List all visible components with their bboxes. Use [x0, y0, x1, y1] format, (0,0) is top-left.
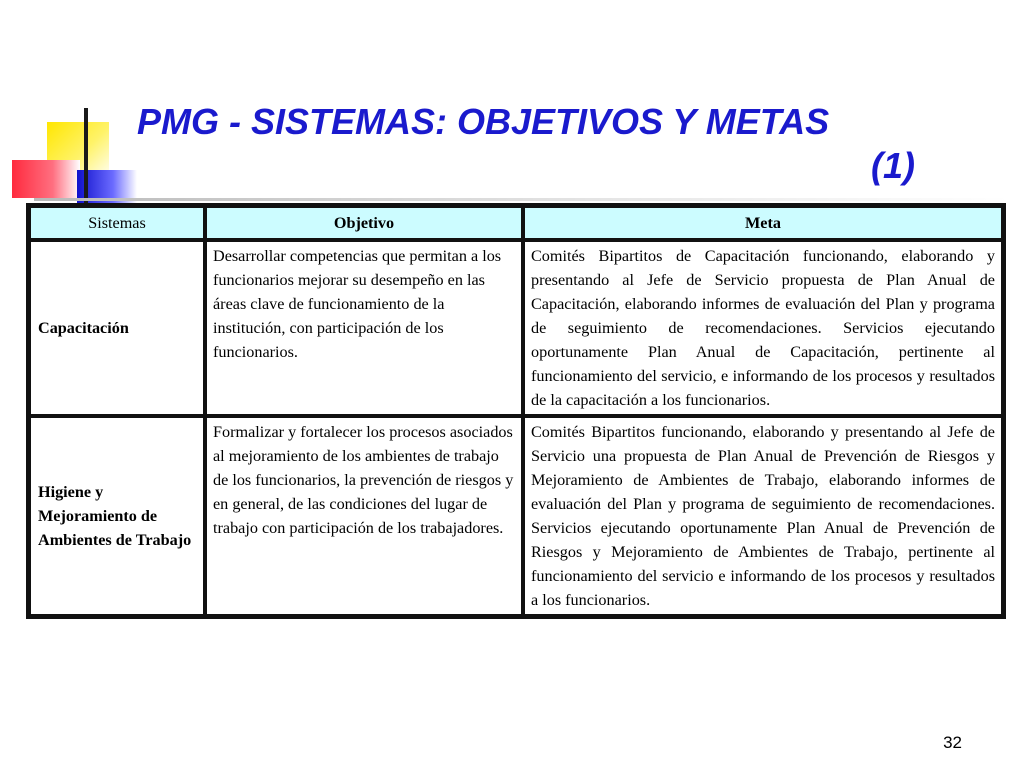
row-meta: Comités Bipartitos funcionando, elaborando y presentando al Jefe de Servicio una propuesta de Plan Anual de Prevención de Riesgos y Mejoramiento de Ambientes de Trabajo, elaborando informes de evaluación del Plan y programa de seguimiento de recomendaciones. Servicios ejecutando oportunamente Plan Anual de Prevención de Riesgos y Mejoramiento de Ambientes de Trabajo, pertinente al funcionamiento del servicio e informando de los procesos y resultados a los funcionarios.: [523, 416, 1003, 616]
header-sistemas: Sistemas: [29, 206, 205, 240]
row-objetivo: Formalizar y fortalecer los procesos asociados al mejoramiento de los ambientes de trabajo de los funcionarios, la prevención de riesgos y en general, de las condiciones del lugar de trabajo con participación de los trabajadores.: [205, 416, 523, 616]
decorative-red-bar: [12, 160, 80, 198]
page-number: 32: [943, 733, 962, 752]
table-header-row: [29, 206, 1003, 240]
slide-title-line1: PMG - SISTEMAS: OBJETIVOS Y METAS: [137, 101, 830, 142]
slide-title-line2: (1): [871, 145, 915, 186]
slide-title: [120, 100, 915, 188]
table-row: [29, 240, 1003, 416]
objectives-table: [26, 203, 1006, 619]
title-underline: [34, 198, 1009, 201]
row-sistema: Higiene y Mejoramiento de Ambientes de Trabajo: [29, 416, 205, 616]
header-objetivo: Objetivo: [205, 206, 523, 240]
table-row: [29, 416, 1003, 616]
row-sistema: Capacitación: [29, 240, 205, 416]
row-objetivo: Desarrollar competencias que permitan a los funcionarios mejorar su desempeño en las áreas clave de funcionamiento de la institución, con participación de los funcionarios.: [205, 240, 523, 416]
header-meta: Meta: [523, 206, 1003, 240]
row-meta: Comités Bipartitos de Capacitación funcionando, elaborando y presentando al Jefe de Servicio propuesta de Plan Anual de Capacitación, elaborando informes de evaluación del Plan y programa de seguimiento de recomendaciones. Servicios ejecutando oportunamente Plan Anual de Capacitación, pertinente al funcionamiento del servicio, e informando de los procesos y resultados de la capacitación a los funcionarios.: [523, 240, 1003, 416]
decorative-vertical-line: [84, 108, 88, 212]
